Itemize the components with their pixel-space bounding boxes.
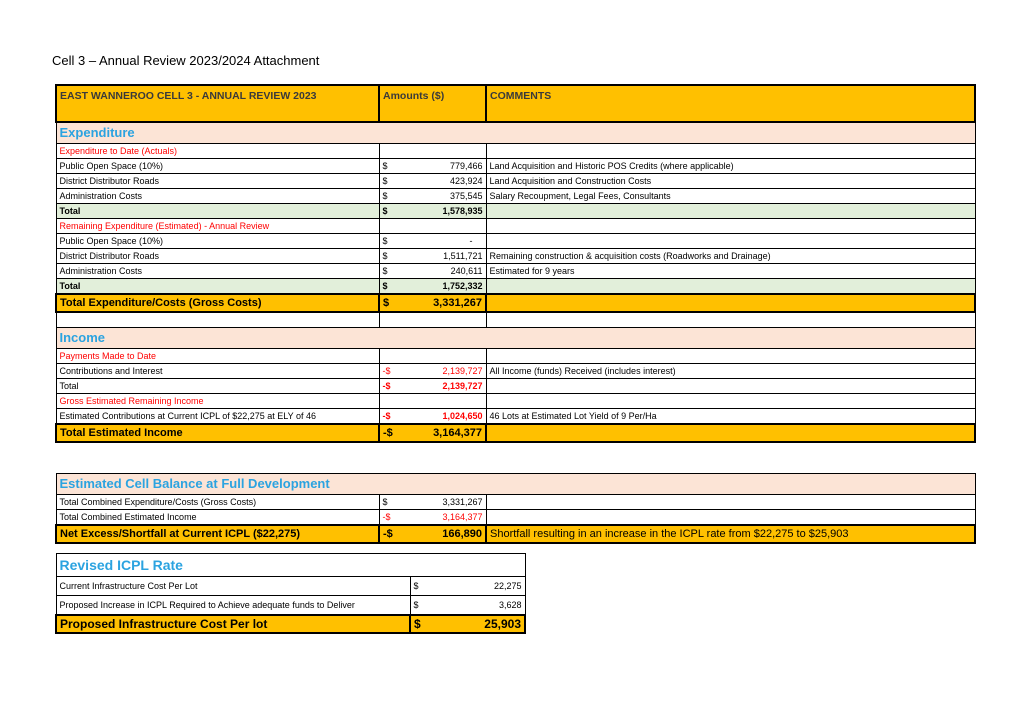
net-shortfall-row: Net Excess/Shortfall at Current ICPL ($22,275) -$ 166,890 Shortfall resulting in an increase in the ICPL rate from $22,275 to $25,903 — [56, 525, 975, 543]
table-row: Contributions and Interest -$ 2,139,727 All Income (funds) Received (includes interest) — [56, 364, 975, 379]
total-row: Total $ 1,578,935 — [56, 204, 975, 219]
expenditure-grand-total: Total Expenditure/Costs (Gross Costs) $ 3,331,267 — [56, 294, 975, 312]
table-row: Proposed Increase in ICPL Required to Achieve adequate funds to Deliver $ 3,628 — [56, 596, 525, 616]
to-date-label: Expenditure to Date (Actuals) — [56, 144, 379, 159]
icpl-table — [55, 553, 526, 634]
balance-table — [55, 473, 976, 544]
expenditure-section-title: Expenditure — [56, 122, 975, 144]
table-row: District Distributor Roads $ 423,924 Land Acquisition and Construction Costs — [56, 174, 975, 189]
table-row: Public Open Space (10%) $ 779,466 Land Acquisition and Historic POS Credits (where applicable) — [56, 159, 975, 174]
table-row: Administration Costs $ 375,545 Salary Recoupment, Legal Fees, Consultants — [56, 189, 975, 204]
income-section-title: Income — [56, 328, 975, 349]
payments-label: Payments Made to Date — [56, 349, 379, 364]
table-row: Total Combined Estimated Income -$ 3,164,377 — [56, 510, 975, 526]
icpl-section-title: Revised ICPL Rate — [56, 554, 525, 577]
gross-income-label: Gross Estimated Remaining Income — [56, 394, 379, 409]
header-title: EAST WANNEROO CELL 3 - ANNUAL REVIEW 2023 — [56, 85, 379, 122]
table-row: Total Combined Expenditure/Costs (Gross Costs) $ 3,331,267 — [56, 495, 975, 510]
table-row: District Distributor Roads $ 1,511,721 Remaining construction & acquisition costs (Roadworks and Drainage) — [56, 249, 975, 264]
table-row: Total -$ 2,139,727 — [56, 379, 975, 394]
table-row: Estimated Contributions at Current ICPL of $22,275 at ELY of 46 -$ 1,024,650 46 Lots at Estimated Lot Yield of 9 Per/Ha — [56, 409, 975, 425]
table-row: Public Open Space (10%) $ - — [56, 234, 975, 249]
balance-section-title: Estimated Cell Balance at Full Development — [56, 474, 975, 495]
total-row: Total $ 1,752,332 — [56, 279, 975, 295]
review-table — [55, 84, 976, 443]
income-grand-total: Total Estimated Income -$ 3,164,377 — [56, 424, 975, 442]
header-amounts: Amounts ($) — [379, 85, 486, 122]
table-row: Administration Costs $ 240,611 Estimated for 9 years — [56, 264, 975, 279]
header-row — [56, 85, 975, 122]
header-comments: COMMENTS — [486, 85, 975, 122]
page-title: Cell 3 – Annual Review 2023/2024 Attachment — [52, 53, 320, 68]
table-row: Current Infrastructure Cost Per Lot $ 22,275 — [56, 577, 525, 596]
remaining-label: Remaining Expenditure (Estimated) - Annual Review — [56, 219, 379, 234]
proposed-icpl-row: Proposed Infrastructure Cost Per lot $ 25,903 — [56, 615, 525, 633]
